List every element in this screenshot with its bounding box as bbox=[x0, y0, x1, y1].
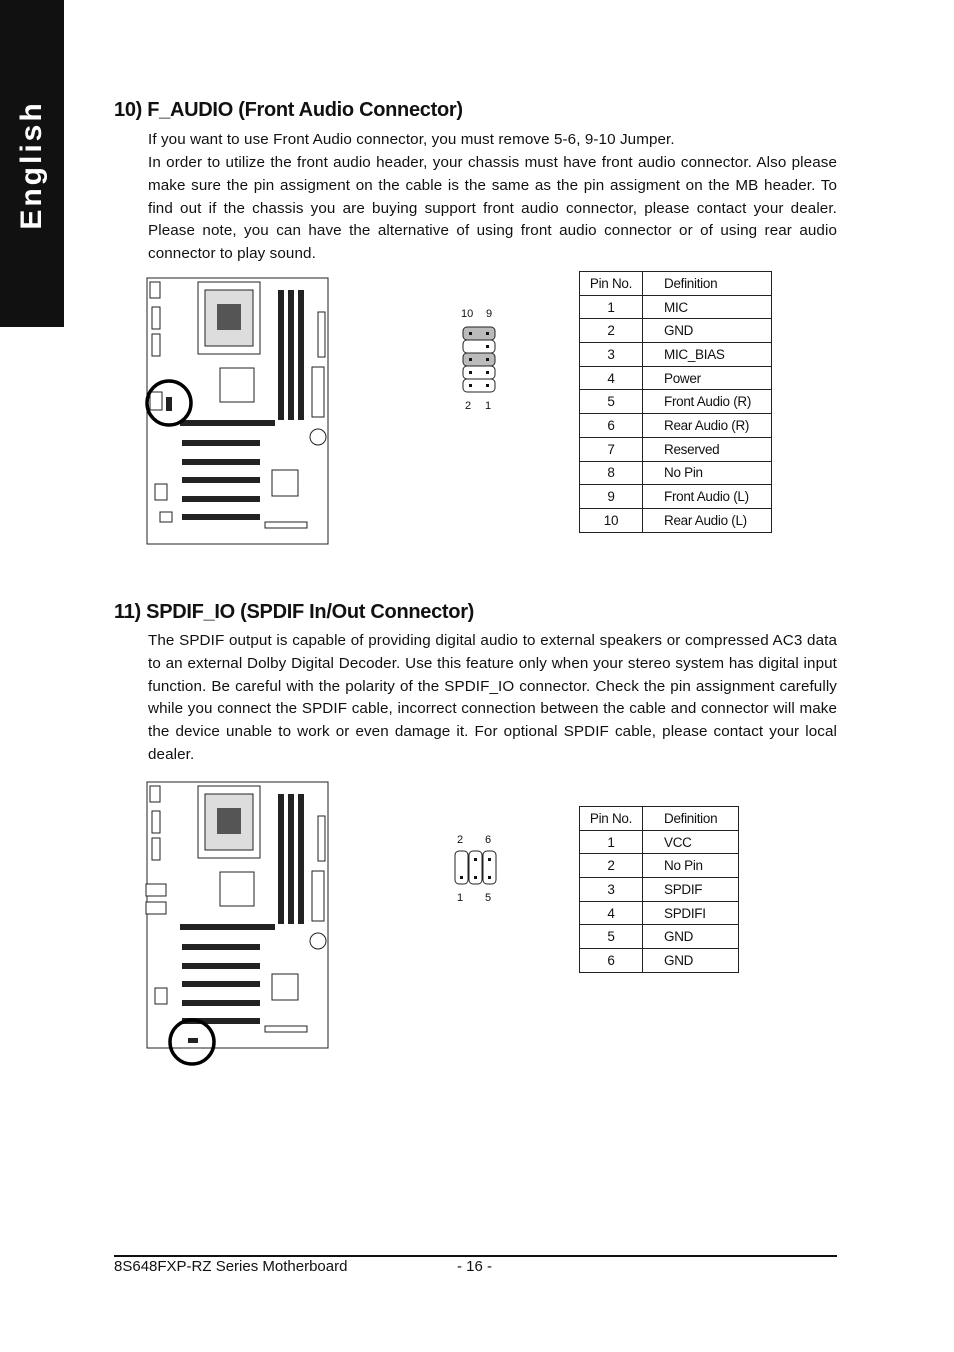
table-row bbox=[580, 485, 772, 509]
pin-number: 1 bbox=[580, 830, 643, 854]
pin-definition: Front Audio (L) bbox=[643, 485, 772, 509]
pin-number: 10 bbox=[580, 508, 643, 532]
table-header-definition: Definition bbox=[643, 272, 772, 296]
pin-definition: SPDIF bbox=[643, 878, 739, 902]
pin-number: 6 bbox=[580, 414, 643, 438]
table-row bbox=[580, 366, 772, 390]
section-11-description: The SPDIF output is capable of providing digital audio to external speakers or compressed AC3 data to an external Dolby Digital Decoder. Use this feature only when your stereo system has digital input function. Be careful with the polarity of the SPDIF_IO connector. Check the pin assignment carefully while you connect the SPDIF cable, incorrect connection between the cable and connector will make the device unable to work or even damage it. For optional SPDIF cable, please contact your local dealer. bbox=[148, 632, 837, 763]
pin-definition: Rear Audio (R) bbox=[643, 414, 772, 438]
table-row bbox=[580, 390, 772, 414]
pin-number: 5 bbox=[580, 925, 643, 949]
pin-definition: GND bbox=[643, 319, 772, 343]
table-header-pin: Pin No. bbox=[580, 272, 643, 296]
f-audio-pin-table bbox=[579, 271, 772, 533]
pin-definition: Front Audio (R) bbox=[643, 390, 772, 414]
pin-number: 1 bbox=[580, 295, 643, 319]
table-row bbox=[580, 925, 739, 949]
f-audio-pin-label-2: 2 bbox=[465, 400, 472, 412]
pin-definition: No Pin bbox=[643, 461, 772, 485]
pin-definition: SPDIFI bbox=[643, 901, 739, 925]
table-header-row bbox=[580, 807, 739, 831]
spdif-pin-label-2: 2 bbox=[457, 834, 464, 846]
motherboard-diagram-f-audio bbox=[140, 272, 340, 552]
language-tab-label: English bbox=[15, 100, 48, 230]
pin-number: 3 bbox=[580, 878, 643, 902]
pin-number: 2 bbox=[580, 319, 643, 343]
table-header-row bbox=[580, 272, 772, 296]
pin-definition: MIC bbox=[643, 295, 772, 319]
f-audio-pin-label-1: 1 bbox=[485, 400, 492, 412]
table-header-pin: Pin No. bbox=[580, 807, 643, 831]
pin-number: 3 bbox=[580, 343, 643, 367]
table-row bbox=[580, 319, 772, 343]
pin-number: 9 bbox=[580, 485, 643, 509]
section-10-jumper-note: If you want to use Front Audio connector, you must remove 5-6, 9-10 Jumper. bbox=[148, 131, 675, 148]
table-row bbox=[580, 295, 772, 319]
pin-definition: No Pin bbox=[643, 854, 739, 878]
pin-definition: Rear Audio (L) bbox=[643, 508, 772, 532]
pin-definition: GND bbox=[643, 949, 739, 973]
table-row bbox=[580, 461, 772, 485]
pin-definition: VCC bbox=[643, 830, 739, 854]
spdif-pin-label-5: 5 bbox=[485, 892, 492, 904]
pin-number: 4 bbox=[580, 366, 643, 390]
pin-definition: GND bbox=[643, 925, 739, 949]
spdif-pin-label-1: 1 bbox=[457, 892, 464, 904]
footer-page-number: - 16 - bbox=[457, 1258, 493, 1275]
pin-number: 6 bbox=[580, 949, 643, 973]
pin-number: 4 bbox=[580, 901, 643, 925]
spdif-pin-label-6: 6 bbox=[485, 834, 492, 846]
pin-definition: Power bbox=[643, 366, 772, 390]
section-11-title: 11) SPDIF_IO (SPDIF In/Out Connector) bbox=[114, 601, 475, 623]
table-row bbox=[580, 854, 739, 878]
f-audio-pin-label-9: 9 bbox=[486, 308, 493, 320]
table-row bbox=[580, 414, 772, 438]
footer-model: 8S648FXP-RZ Series Motherboard bbox=[114, 1258, 348, 1275]
table-row bbox=[580, 949, 739, 973]
f-audio-pin-header bbox=[462, 326, 496, 394]
pin-number: 2 bbox=[580, 854, 643, 878]
pin-number: 5 bbox=[580, 390, 643, 414]
f-audio-pin-label-10: 10 bbox=[461, 308, 474, 320]
table-header-definition: Definition bbox=[643, 807, 739, 831]
section-10-title: 10) F_AUDIO (Front Audio Connector) bbox=[114, 99, 463, 121]
table-row bbox=[580, 343, 772, 367]
spdif-pin-table bbox=[579, 806, 739, 973]
pin-number: 7 bbox=[580, 437, 643, 461]
table-row bbox=[580, 878, 739, 902]
language-tab bbox=[0, 0, 64, 327]
footer-divider bbox=[114, 1255, 837, 1257]
motherboard-diagram-spdif bbox=[140, 776, 340, 1071]
spdif-pin-header bbox=[454, 850, 498, 886]
table-row bbox=[580, 508, 772, 532]
section-10-description: In order to utilize the front audio header, your chassis must have front audio connector. Also please make sure the pin assigment on the cable is the same as the pin assigment on the MB header. To find out if the chassis you are buying support front audio connector, please contact your dealer. Please note, you can have the alternative of using front audio connector or of using rear audio connector to play sound. bbox=[148, 154, 837, 263]
pin-definition: MIC_BIAS bbox=[643, 343, 772, 367]
table-row bbox=[580, 437, 772, 461]
table-row bbox=[580, 901, 739, 925]
pin-number: 8 bbox=[580, 461, 643, 485]
table-row bbox=[580, 830, 739, 854]
pin-definition: Reserved bbox=[643, 437, 772, 461]
